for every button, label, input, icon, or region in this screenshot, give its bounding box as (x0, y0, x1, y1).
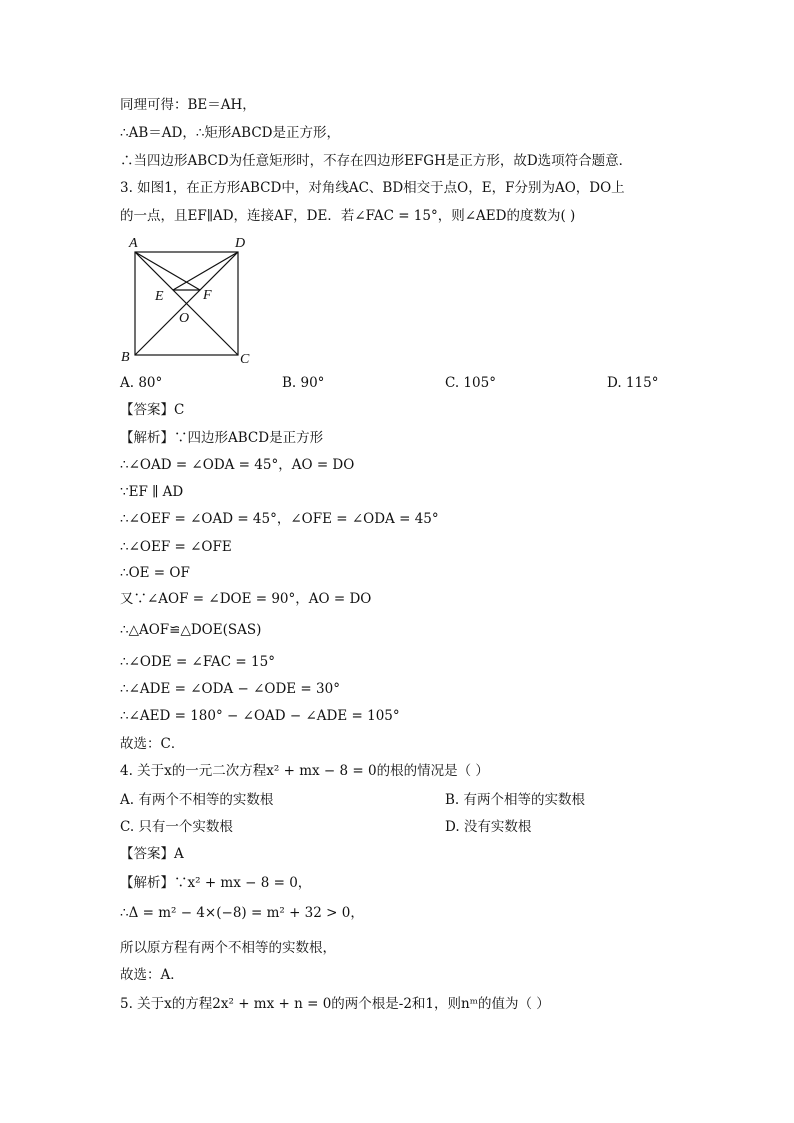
solution-line: 【解析】∵x² + mx − 8 = 0， (120, 875, 312, 891)
question-5-stem: 5. 关于x的方程2x² + mx + n = 0的两个根是-2和1，则nᵐ的值为（ ） (120, 996, 550, 1012)
solution-line: ∴∠OEF = ∠OAD = 45°，∠OFE = ∠ODA = 45° (120, 511, 439, 527)
solution-line: ∴OE = OF (120, 565, 190, 581)
label-d: D (235, 236, 246, 251)
question-3-stem-cont: 的一点，且EF∥AD，连接AF，DE．若∠FAC = 15°，则∠AED的度数为( ) (120, 208, 576, 224)
solution-line: ∴Δ = m² − 4×(−8) = m² + 32 > 0， (120, 905, 364, 921)
solution-line: ∴∠OEF = ∠OFE (120, 539, 232, 555)
square-figure (115, 232, 265, 367)
option-b: B. 90° (282, 375, 325, 391)
label-b: B (121, 350, 130, 365)
text-line: ∴当四边形ABCD为任意矩形时，不存在四边形EFGH是正方形，故D选项符合题意． (120, 153, 633, 169)
question-3-stem: 3. 如图1，在正方形ABCD中，对角线AC、BD相交于点O，E，F分别为AO，DO上 (120, 180, 625, 196)
answer-line: 【答案】C (120, 402, 185, 418)
label-c: C (240, 352, 250, 367)
question-4-stem: 4. 关于x的一元二次方程x² + mx − 8 = 0的根的情况是（ ） (120, 763, 489, 779)
solution-line: 故选：C． (120, 736, 185, 752)
solution-line: 又∵∠AOF = ∠DOE = 90°，AO = DO (120, 591, 372, 607)
q4-option-d: D. 没有实数根 (445, 819, 532, 835)
option-a: A. 80° (120, 375, 163, 391)
option-d: D. 115° (607, 375, 659, 391)
solution-line: ∴△AOF≌△DOE(SAS) (120, 622, 262, 638)
solution-line: ∵EF ∥ AD (120, 484, 184, 500)
label-o: O (179, 311, 190, 326)
q4-option-c: C. 只有一个实数根 (120, 819, 233, 835)
answer-line: 【答案】A (120, 846, 184, 862)
label-e: E (155, 289, 164, 304)
solution-line: ∴∠OAD = ∠ODA = 45°，AO = DO (120, 457, 355, 473)
solution-line: 【解析】∵四边形ABCD是正方形 (120, 430, 324, 446)
solution-line: 故选：A． (120, 967, 184, 983)
solution-line: 所以原方程有两个不相等的实数根， (120, 940, 336, 956)
solution-line: ∴∠ADE = ∠ODA − ∠ODE = 30° (120, 681, 340, 697)
q4-option-b: B. 有两个相等的实数根 (445, 792, 586, 808)
option-c: C. 105° (445, 375, 496, 391)
solution-line: ∴∠AED = 180° − ∠OAD − ∠ADE = 105° (120, 708, 400, 724)
text-line: 同理可得：BE＝AH， (120, 97, 256, 113)
q4-option-a: A. 有两个不相等的实数根 (120, 792, 274, 808)
label-a: A (129, 236, 138, 251)
solution-line: ∴∠ODE = ∠FAC = 15° (120, 654, 275, 670)
label-f: F (203, 288, 212, 303)
text-line: ∴AB＝AD，∴矩形ABCD是正方形， (120, 125, 340, 141)
